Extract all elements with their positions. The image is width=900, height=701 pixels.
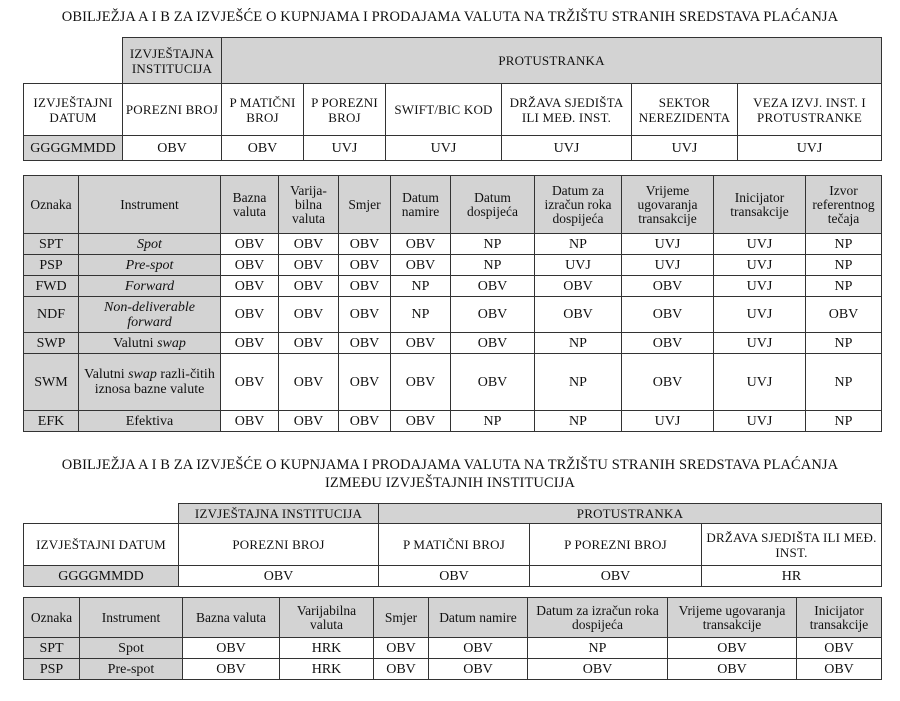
value-cell: OBV — [622, 333, 714, 354]
value-cell: OBV — [379, 566, 530, 587]
header-reporting-date: IZVJEŠTAJNI DATUM — [24, 524, 179, 566]
value-cell: UVJ — [502, 136, 632, 161]
header-initiator: Inicijator transakcije — [714, 176, 806, 234]
empty-cell — [24, 504, 179, 524]
value-cell: OBV — [806, 297, 882, 333]
row-instrument: Non-deliverable forward — [79, 297, 221, 333]
value-cell: NP — [451, 255, 535, 276]
header-reference-rate-source: Izvor referentnog tečaja — [806, 176, 882, 234]
row-instrument: Spot — [80, 638, 183, 659]
row-code: SWP — [24, 333, 79, 354]
header-transaction-time: Vrijeme ugovaranja transakcije — [668, 598, 797, 638]
reporting-attributes-table — [23, 37, 882, 161]
instrument-attributes-table — [23, 175, 882, 432]
value-cell: NP — [806, 354, 882, 411]
row-code: SWM — [24, 354, 79, 411]
value-cell: OBV — [339, 333, 391, 354]
group-counterparty: PROTUSTRANKA — [222, 38, 882, 84]
value-cell: NP — [535, 234, 622, 255]
value-cell: OBV — [339, 234, 391, 255]
value-reporting-date: GGGGMMDD — [24, 566, 179, 587]
interbank-instrument-attributes-table — [23, 597, 882, 680]
value-cell: OBV — [183, 659, 280, 680]
value-cell: NP — [806, 276, 882, 297]
value-reporting-date: GGGGMMDD — [24, 136, 123, 161]
table-row — [24, 234, 882, 255]
value-cell: UVJ — [622, 255, 714, 276]
value-cell: OBV — [221, 297, 279, 333]
value-cell: NP — [535, 333, 622, 354]
value-cell: UVJ — [535, 255, 622, 276]
value-cell: OBV — [221, 276, 279, 297]
header-transaction-time: Vrijeme ugovaranja transakcije — [622, 176, 714, 234]
header-variable-currency: Varijabilna valuta — [280, 598, 374, 638]
header-maturity-date: Datum dospijeća — [451, 176, 535, 234]
table-row — [24, 255, 882, 276]
group-counterparty: PROTUSTRANKA — [379, 504, 882, 524]
header-base-currency: Bazna valuta — [183, 598, 280, 638]
row-instrument: Valutni swap — [79, 333, 221, 354]
value-cell: NP — [391, 297, 451, 333]
value-cell: OBV — [451, 297, 535, 333]
value-cell: OBV — [374, 638, 429, 659]
value-cell: OBV — [451, 354, 535, 411]
header-p-tax-number: P POREZNI BROJ — [304, 84, 386, 136]
instrument-rows — [24, 234, 882, 432]
value-cell: OBV — [391, 333, 451, 354]
value-cell: OBV — [221, 234, 279, 255]
value-cell: NP — [451, 234, 535, 255]
row-instrument: Pre-spot — [80, 659, 183, 680]
value-cell: NP — [806, 333, 882, 354]
row-instrument: Valutni swap razli-čitih iznosa bazne valute — [79, 354, 221, 411]
header-tax-number: POREZNI BROJ — [179, 524, 379, 566]
value-cell: OBV — [221, 255, 279, 276]
empty-cell — [24, 38, 123, 84]
row-instrument: Spot — [79, 234, 221, 255]
value-cell: OBV — [179, 566, 379, 587]
value-cell: NP — [535, 411, 622, 432]
value-cell: OBV — [668, 659, 797, 680]
value-cell: OBV — [279, 354, 339, 411]
value-cell: OBV — [391, 255, 451, 276]
value-cell: OBV — [221, 354, 279, 411]
value-cell: NP — [391, 276, 451, 297]
value-cell: UVJ — [738, 136, 882, 161]
value-cell: UVJ — [304, 136, 386, 161]
value-cell: NP — [451, 411, 535, 432]
value-cell: OBV — [391, 411, 451, 432]
row-code: NDF — [24, 297, 79, 333]
header-direction: Smjer — [339, 176, 391, 234]
value-cell: OBV — [221, 333, 279, 354]
value-cell: OBV — [451, 333, 535, 354]
header-p-tax-number: P POREZNI BROJ — [530, 524, 702, 566]
title-1: OBILJEŽJA A I B ZA IZVJEŠĆE O KUPNJAMA I PRODAJAMA VALUTA NA TRŽIŠTU STRANIH SREDSTAVA PLAĆANJA — [61, 9, 839, 25]
value-cell: OBV — [429, 659, 528, 680]
header-code: Oznaka — [24, 176, 79, 234]
value-cell: OBV — [221, 411, 279, 432]
value-cell: OBV — [535, 276, 622, 297]
title-2-line-1: OBILJEŽJA A I B ZA IZVJEŠĆE O KUPNJAMA I PRODAJAMA VALUTA NA TRŽIŠTU STRANIH SREDSTAVA PLAĆANJA — [61, 457, 839, 473]
header-relation: VEZA IZVJ. INST. I PROTUSTRANKE — [738, 84, 882, 136]
value-cell: OBV — [429, 638, 528, 659]
header-p-registration-number: P MATIČNI BROJ — [222, 84, 304, 136]
value-cell: OBV — [339, 411, 391, 432]
value-cell: UVJ — [714, 234, 806, 255]
value-cell: OBV — [797, 659, 882, 680]
header-instrument: Instrument — [79, 176, 221, 234]
value-cell: OBV — [622, 354, 714, 411]
value-cell: UVJ — [632, 136, 738, 161]
table-row — [24, 333, 882, 354]
interbank-reporting-attributes-table — [23, 503, 882, 587]
table-row — [24, 411, 882, 432]
value-cell: OBV — [279, 276, 339, 297]
value-cell: OBV — [797, 638, 882, 659]
value-cell: UVJ — [714, 333, 806, 354]
group-reporting-institution: IZVJEŠTAJNA INSTITUCIJA — [179, 504, 379, 524]
header-code: Oznaka — [24, 598, 80, 638]
value-cell: NP — [806, 411, 882, 432]
row-instrument: Forward — [79, 276, 221, 297]
value-cell: OBV — [528, 659, 668, 680]
interbank-instrument-rows — [24, 638, 882, 680]
header-maturity-calc-date: Datum za izračun roka dospijeća — [528, 598, 668, 638]
value-cell: OBV — [279, 333, 339, 354]
value-cell: OBV — [391, 234, 451, 255]
header-country: DRŽAVA SJEDIŠTA ILI MEĐ. INST. — [502, 84, 632, 136]
row-code: FWD — [24, 276, 79, 297]
value-cell: OBV — [530, 566, 702, 587]
header-direction: Smjer — [374, 598, 429, 638]
value-cell: OBV — [279, 255, 339, 276]
header-variable-currency: Varija-bilna valuta — [279, 176, 339, 234]
table-row — [24, 659, 882, 680]
value-cell: OBV — [668, 638, 797, 659]
row-code: SPT — [24, 234, 79, 255]
value-cell: UVJ — [622, 411, 714, 432]
value-cell: UVJ — [622, 234, 714, 255]
value-cell: HRK — [280, 638, 374, 659]
value-cell: UVJ — [714, 276, 806, 297]
header-nonresident-sector: SEKTOR NEREZIDENTA — [632, 84, 738, 136]
value-cell: OBV — [391, 354, 451, 411]
table-row — [24, 638, 882, 659]
value-cell: OBV — [451, 276, 535, 297]
value-cell: OBV — [279, 411, 339, 432]
value-cell: NP — [535, 354, 622, 411]
table-row — [24, 354, 882, 411]
title-2-line-2: IZMEĐU IZVJEŠTAJNIH INSTITUCIJA — [324, 475, 576, 491]
row-code: EFK — [24, 411, 79, 432]
value-cell: UVJ — [714, 255, 806, 276]
value-cell: OBV — [535, 297, 622, 333]
header-initiator: Inicijator transakcije — [797, 598, 882, 638]
header-settlement-date: Datum namire — [391, 176, 451, 234]
header-tax-number: POREZNI BROJ — [123, 84, 222, 136]
value-cell: OBV — [339, 354, 391, 411]
header-instrument: Instrument — [80, 598, 183, 638]
table-row — [24, 297, 882, 333]
value-cell: UVJ — [386, 136, 502, 161]
value-cell: NP — [806, 255, 882, 276]
value-cell: NP — [806, 234, 882, 255]
table-row — [24, 276, 882, 297]
value-cell: NP — [528, 638, 668, 659]
value-cell: OBV — [279, 297, 339, 333]
header-maturity-calc-date: Datum za izračun roka dospijeća — [535, 176, 622, 234]
header-swift-bic: SWIFT/BIC KOD — [386, 84, 502, 136]
value-cell: HRK — [280, 659, 374, 680]
value-cell: UVJ — [714, 297, 806, 333]
value-cell: OBV — [339, 255, 391, 276]
value-cell: OBV — [339, 276, 391, 297]
row-code: PSP — [24, 255, 79, 276]
header-country: DRŽAVA SJEDIŠTA ILI MEĐ. INST. — [702, 524, 882, 566]
value-cell: OBV — [339, 297, 391, 333]
value-cell: OBV — [183, 638, 280, 659]
header-base-currency: Bazna valuta — [221, 176, 279, 234]
header-settlement-date: Datum namire — [429, 598, 528, 638]
header-reporting-date: IZVJEŠTAJNI DATUM — [24, 84, 123, 136]
row-instrument: Pre-spot — [79, 255, 221, 276]
value-cell: OBV — [123, 136, 222, 161]
row-instrument: Efektiva — [79, 411, 221, 432]
row-code: SPT — [24, 638, 80, 659]
value-cell: UVJ — [714, 354, 806, 411]
value-cell: OBV — [622, 297, 714, 333]
value-cell: OBV — [279, 234, 339, 255]
value-cell: HR — [702, 566, 882, 587]
value-cell: OBV — [374, 659, 429, 680]
value-cell: OBV — [622, 276, 714, 297]
value-cell: OBV — [222, 136, 304, 161]
group-reporting-institution: IZVJEŠTAJNA INSTITUCIJA — [123, 38, 222, 84]
value-cell: UVJ — [714, 411, 806, 432]
row-code: PSP — [24, 659, 80, 680]
header-p-registration-number: P MATIČNI BROJ — [379, 524, 530, 566]
